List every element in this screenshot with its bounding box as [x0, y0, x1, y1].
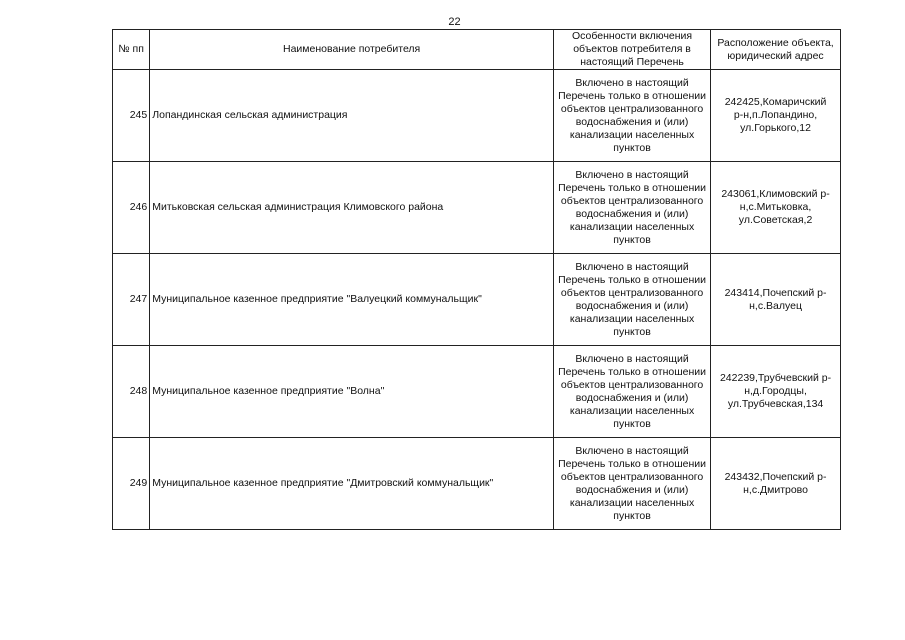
header-address: Расположение объекта, юридический адрес [711, 30, 841, 70]
header-feature: Особенности включения объектов потребителя в настоящий Перечень [554, 30, 711, 70]
table-row [113, 162, 841, 254]
consumer-name: Лопандинская сельская администрация [150, 70, 554, 162]
address-line: н,с.Митьковка, [739, 201, 812, 213]
address-line: 243432,Почепский р- [724, 470, 827, 483]
consumer-address [711, 346, 841, 438]
address-line: ул.Советская,2 [738, 214, 813, 226]
header-name: Наименование потребителя [150, 30, 554, 70]
row-number: 245 [113, 70, 150, 162]
row-number: 249 [113, 438, 150, 530]
inclusion-feature: Включено в настоящий Перечень только в отношении объектов централизованного водоснабжения и (или) канализации населенных пунктов [554, 70, 711, 162]
address-line: ул.Горького,12 [740, 122, 811, 134]
consumer-address [711, 70, 841, 162]
inclusion-feature: Включено в настоящий Перечень только в отношении объектов централизованного водоснабжения и (или) канализации населенных пунктов [554, 346, 711, 438]
page-number [0, 16, 905, 28]
consumer-name: Муниципальное казенное предприятие "Валуецкий коммунальщик" [150, 254, 554, 346]
address-line: 243414,Почепский р- [724, 286, 827, 299]
consumer-registry-table [112, 29, 841, 530]
address-line: 242425,Комаричский [724, 96, 827, 108]
row-number: 248 [113, 346, 150, 438]
address-line: ул.Трубчевская,134 [727, 398, 824, 410]
inclusion-feature: Включено в настоящий Перечень только в отношении объектов централизованного водоснабжения и (или) канализации населенных пунктов [554, 162, 711, 254]
table-header [113, 30, 841, 70]
header-number: № пп [113, 30, 150, 70]
consumer-name: Митьковская сельская администрация Климовского района [150, 162, 554, 254]
page-number-text: 22 [448, 16, 461, 28]
table-row [113, 254, 841, 346]
inclusion-feature: Включено в настоящий Перечень только в отношении объектов централизованного водоснабжения и (или) канализации населенных пунктов [554, 254, 711, 346]
address-line: 243061,Климовский р- [721, 188, 830, 200]
address-line: н,д.Городцы, [744, 385, 807, 397]
address-line: н,с.Дмитрово [743, 483, 808, 496]
table-row [113, 438, 841, 530]
table-body [113, 70, 841, 530]
consumer-name: Муниципальное казенное предприятие "Волна" [150, 346, 554, 438]
header-row [113, 30, 841, 70]
row-number: 247 [113, 254, 150, 346]
address-line: 242239,Трубчевский р- [719, 372, 832, 384]
consumer-name: Муниципальное казенное предприятие "Дмитровский коммунальщик" [150, 438, 554, 530]
consumer-address [711, 162, 841, 254]
inclusion-feature: Включено в настоящий Перечень только в отношении объектов централизованного водоснабжения и (или) канализации населенных пунктов [554, 438, 711, 530]
row-number: 246 [113, 162, 150, 254]
address-line: р-н,п.Лопандино, [733, 109, 818, 121]
consumer-address [711, 438, 841, 530]
consumer-address [711, 254, 841, 346]
address-line: н,с.Валуец [749, 299, 802, 312]
table-row [113, 346, 841, 438]
table-row [113, 70, 841, 162]
